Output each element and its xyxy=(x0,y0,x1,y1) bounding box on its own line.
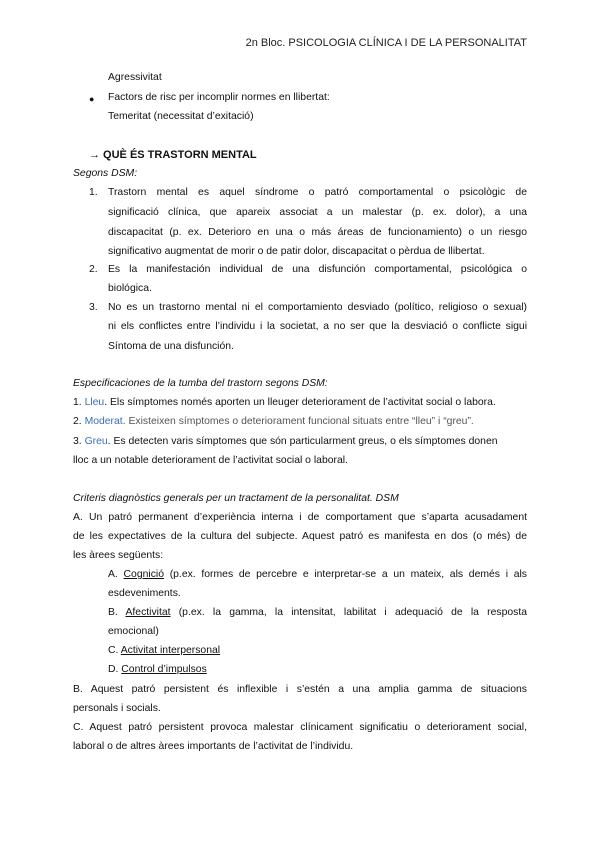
spec-item xyxy=(73,397,496,408)
criteria-sub-item xyxy=(108,569,527,580)
spec-text-line: lloc a un notable deteriorament de l’activitat social o laboral. xyxy=(73,455,348,466)
sub-label: Control d’impulsos xyxy=(121,664,207,675)
spec-item xyxy=(73,416,474,427)
sub-letter: D. xyxy=(108,664,119,675)
list-text-line: ni els conflictes entre l’individu i la societat, a no ser que la desviació o conflicte sigui xyxy=(108,321,527,332)
criteria-a-line: A. Un patró permanent d’experiència interna i de comportament que s’aparta acusadament xyxy=(73,512,527,523)
sub-text: (p.ex. la gamma, la intensitat, labilitat i adequació de la resposta xyxy=(170,607,527,618)
sub-letter: C. xyxy=(108,645,119,656)
criteria-b-line: B. Aquest patró persistent és inflexible i s’estén a una amplia gamma de situacions xyxy=(73,684,527,695)
sub-letter: A. xyxy=(108,569,118,580)
spec-label-lleu: Lleu xyxy=(84,397,105,408)
spec-item xyxy=(73,436,498,447)
list-text-line: Es la manifestación individual de una disfunción comportamental, psicológica o xyxy=(108,264,527,275)
criteria-title: Criteris diagnòstics generals per un tractament de la personalitat. DSM xyxy=(73,493,399,504)
criteria-sub-item xyxy=(108,607,527,618)
spec-title: Especificaciones de la tumba del trastorn segons DSM: xyxy=(73,378,328,389)
criteria-b-line: personals i socials. xyxy=(73,703,161,714)
list-text-line: Síntoma de una disfunción. xyxy=(108,341,234,352)
list-text-line: significació clínica, que apareix associat a un malestar (p. ex. dolor), a una xyxy=(108,207,527,218)
criteria-sub-item xyxy=(108,645,220,656)
list-number: 3. xyxy=(89,302,98,313)
list-number: 2. xyxy=(89,264,98,275)
spec-number: 1. xyxy=(73,397,82,408)
list-text-line: biológica. xyxy=(108,283,152,294)
spec-text: . Existeixen símptomes o deteriorament funcional situats entre “lleu” i “greu”. xyxy=(122,416,474,427)
section-title: → QUÈ ÉS TRASTORN MENTAL xyxy=(89,149,257,161)
spec-text: . Es detecten varis símptomes que són particularment greus, o els símptomes donen xyxy=(107,436,498,447)
bullet-text: Factors de risc per incomplir normes en llibertat: xyxy=(108,92,330,103)
spec-number: 3. xyxy=(73,436,82,447)
criteria-c-line: C. Aquest patró persistent provoca malestar clínicament significatiu o deteriorament social, xyxy=(73,722,527,733)
list-text-line: Trastorn mental es aquel síndrome o patró comportamental o psicològic de xyxy=(108,187,527,198)
text-line: Agressivitat xyxy=(108,72,162,83)
list-text-line: discapacitat (p. ex. Deterioro en una o más áreas de funcionamiento) o un riesgo xyxy=(108,227,527,238)
sub-label: Cognició xyxy=(123,569,164,580)
sub-label: Afectivitat xyxy=(125,607,171,618)
sub-text-line: esdeveniments. xyxy=(108,588,181,599)
criteria-a-line: de les expectatives de la cultura del subjecte. Aquest patró es manifesta en dos (o més) de xyxy=(73,531,527,542)
sub-text-line: emocional) xyxy=(108,626,159,637)
list-number: 1. xyxy=(89,187,98,198)
text-line: Temeritat (necessitat d’exitació) xyxy=(108,111,254,122)
criteria-a-line: les àrees següents: xyxy=(73,550,164,561)
sub-letter: B. xyxy=(108,607,118,618)
spec-label-moderat: Moderat xyxy=(84,416,123,427)
spec-text: . Els símptomes només aporten un lleuger deteriorament de l’activitat social o labora. xyxy=(104,397,496,408)
criteria-c-line: laboral o de altres àrees importants de l’activitat de l’individu. xyxy=(73,741,354,752)
list-text-line: No es un trastorno mental ni el comportamiento desviado (político, religioso o sexual) xyxy=(108,302,527,313)
criteria-sub-item xyxy=(108,664,207,675)
spec-number: 2. xyxy=(73,416,82,427)
sub-label: Activitat interpersonal xyxy=(120,645,221,656)
spec-label-greu: Greu xyxy=(84,436,108,447)
sub-text: (p.ex. formes de percebre e interpretar-se a un mateix, als demés i als xyxy=(163,569,527,580)
page-header: 2n Bloc. PSICOLOGIA CLÍNICA I DE LA PERSONALITAT xyxy=(245,37,527,49)
section-subtitle: Segons DSM: xyxy=(73,168,138,179)
bullet-icon: ● xyxy=(89,94,95,104)
list-text-line: significativo augmentat de morir o de patir dolor, discapacitat o pèrdua de llibertat. xyxy=(108,246,485,257)
